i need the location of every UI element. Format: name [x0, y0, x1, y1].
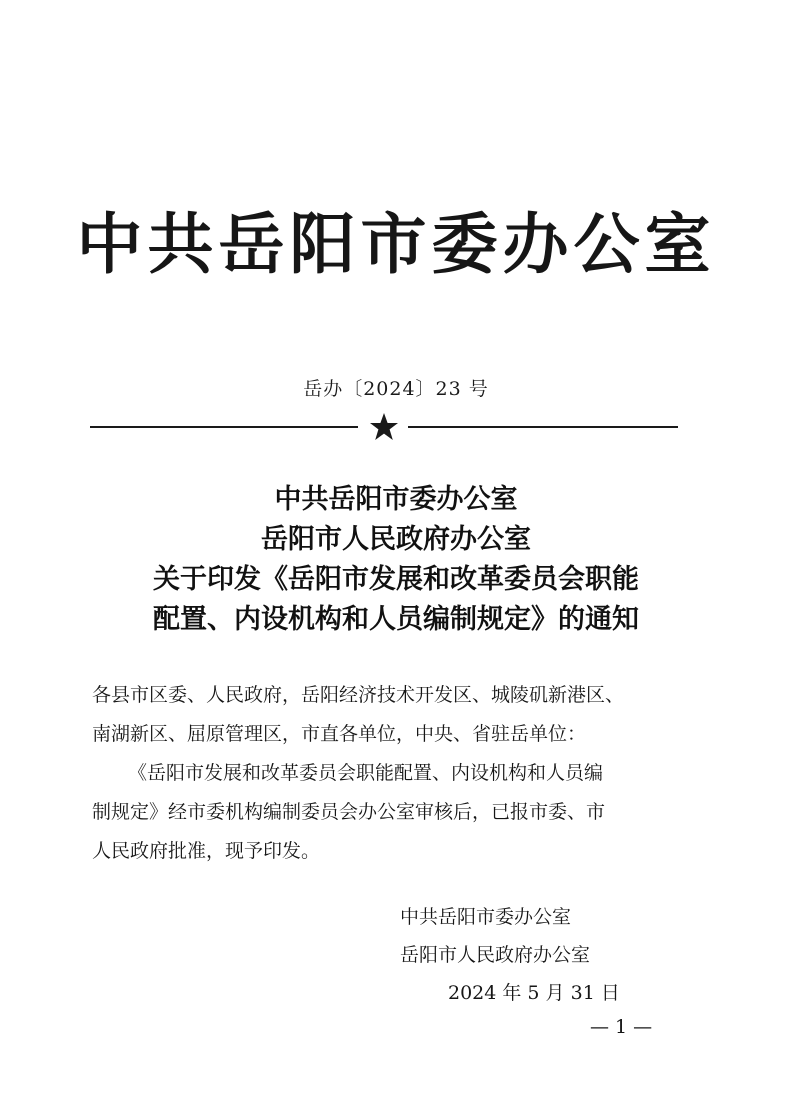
signature-date: 2024 年 5 月 31 日: [448, 982, 620, 1004]
separator-rule-right: [408, 426, 678, 428]
issuer-header: 中共岳阳市委办公室: [76, 206, 716, 283]
title-line: 岳阳市人民政府办公室: [261, 524, 531, 555]
star-icon: [369, 412, 399, 442]
title-line: 关于印发《岳阳市发展和改革委员会职能: [153, 564, 639, 595]
paragraph-line: 制规定》经市委机构编制委员会办公室审核后，已报市委、市: [92, 801, 606, 823]
title-line: 中共岳阳市委办公室: [274, 484, 518, 515]
notice-title: [0, 480, 792, 640]
signature-block: [400, 898, 640, 1012]
recipients-line: 南湖新区、屈原管理区，市直各单位，中央、省驻岳单位：: [92, 723, 587, 745]
paragraph-line: 人民政府批准，现予印发。: [92, 840, 321, 862]
separator-rule-left: [90, 426, 358, 428]
title-line: 配置、内设机构和人员编制规定》的通知: [153, 604, 639, 635]
page-number: — 1 —: [590, 1016, 653, 1038]
paragraph-line: 《岳阳市发展和改革委员会职能配置、内设机构和人员编: [128, 762, 604, 784]
document-number: 岳办〔2024〕23 号: [303, 378, 489, 400]
signature-org: 岳阳市人民政府办公室: [400, 944, 591, 966]
notice-body: [92, 676, 692, 871]
header-separator: [90, 412, 678, 442]
recipients-line: 各县市区委、人民政府，岳阳经济技术开发区、城陵矶新港区、: [92, 684, 625, 706]
signature-org: 中共岳阳市委办公室: [400, 906, 572, 928]
